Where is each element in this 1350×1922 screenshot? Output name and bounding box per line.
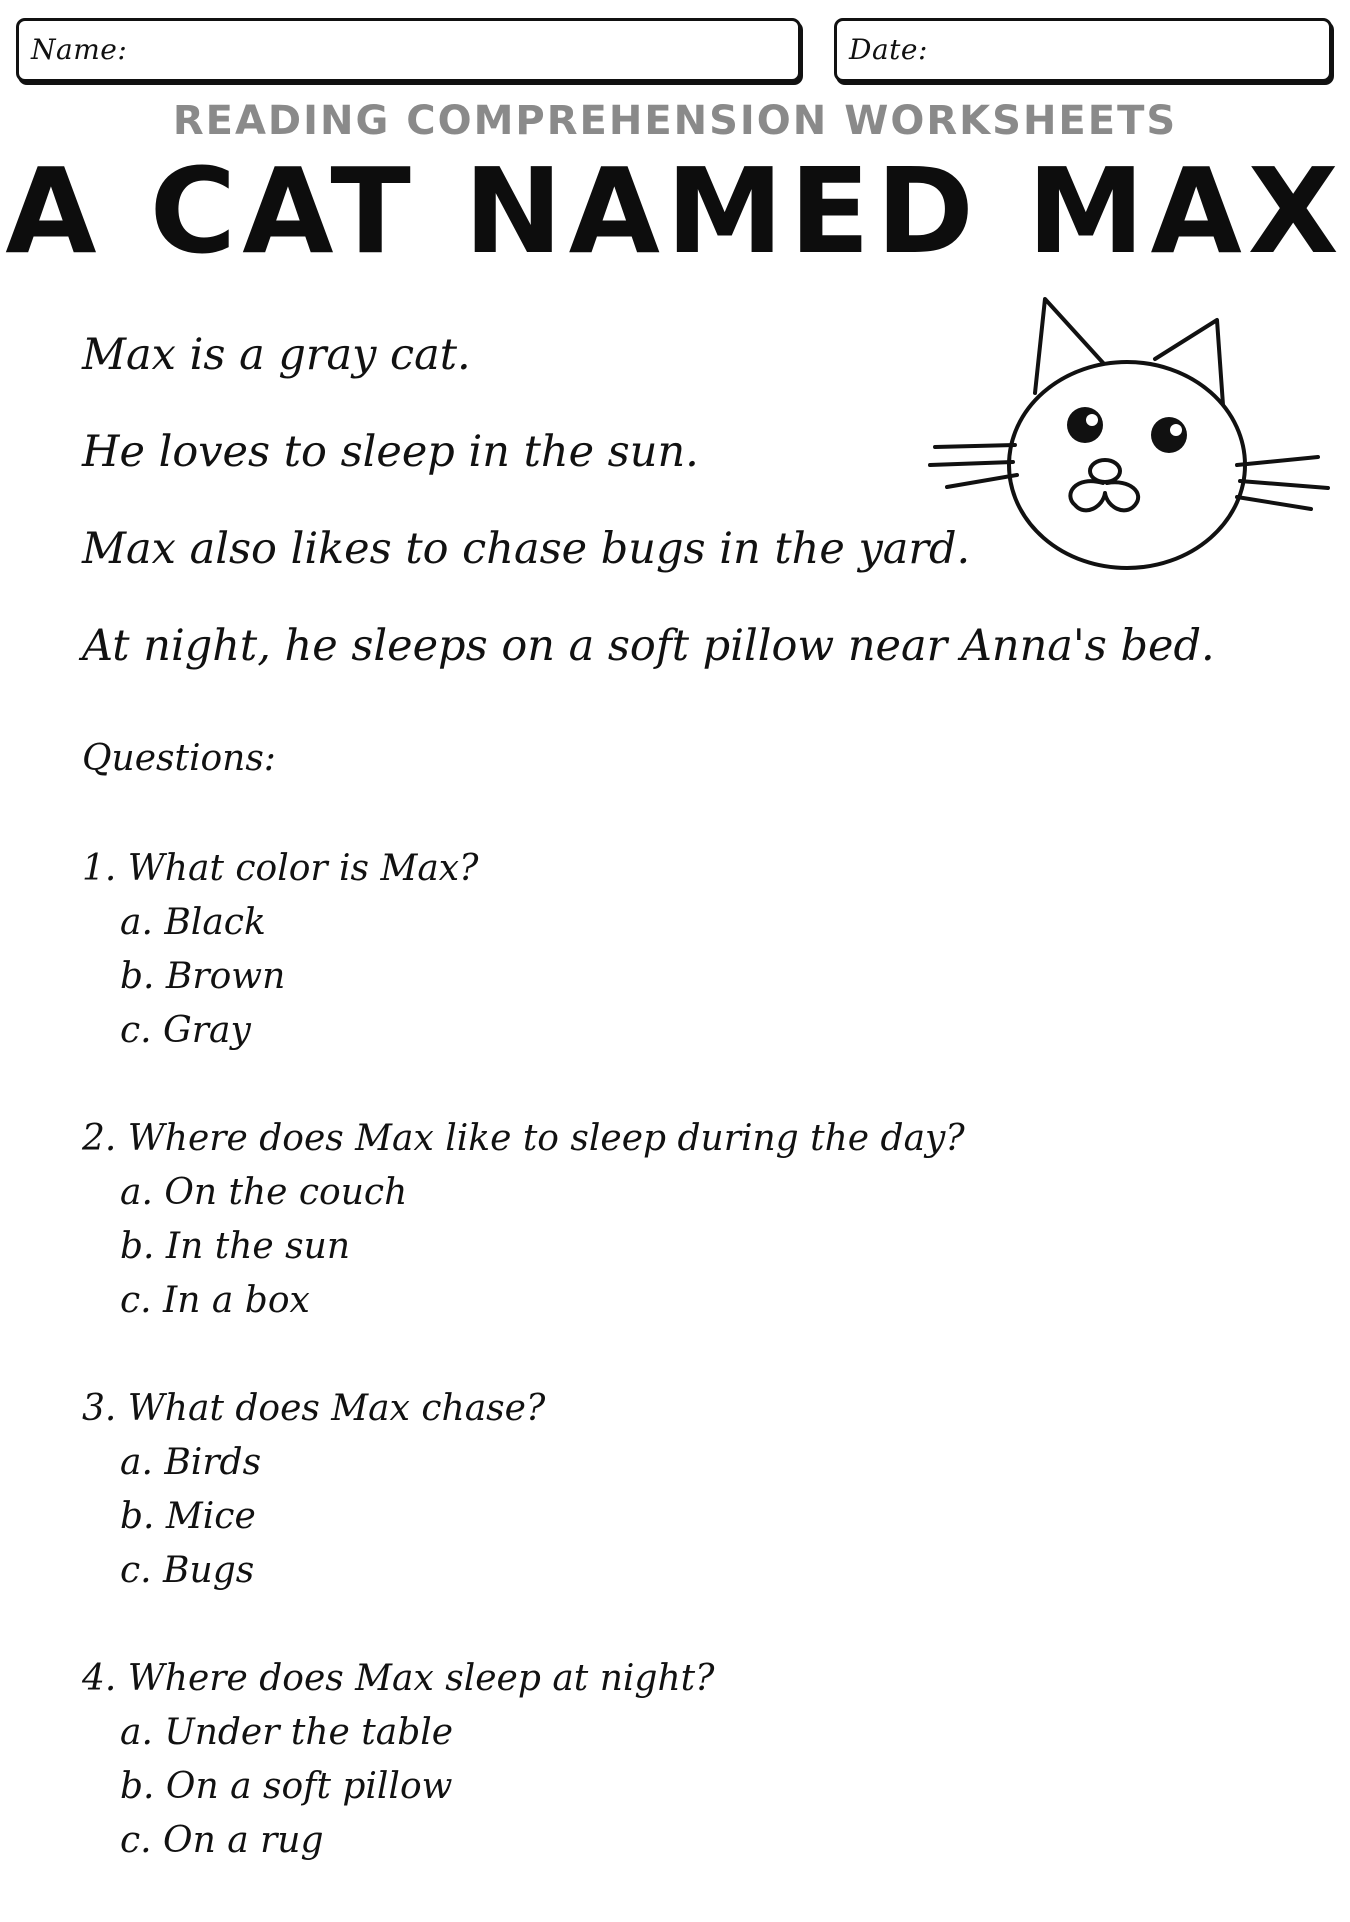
cat-left-eye-highlight: [1086, 414, 1098, 426]
worksheet-title: A CAT NAMED MAX: [5, 142, 1345, 280]
question-item: [82, 1652, 1282, 1922]
question-list: [82, 842, 1282, 1922]
answer-option[interactable]: a. Under the table: [120, 1712, 454, 1753]
date-field[interactable]: [834, 18, 1332, 82]
name-label: Name:: [31, 33, 128, 66]
question-item: [82, 842, 1282, 1112]
answer-option[interactable]: c. Gray: [120, 1010, 251, 1051]
story-sentence: Max also likes to chase bugs in the yard.: [82, 524, 971, 574]
question-text: 2. Where does Max like to sleep during the day?: [82, 1118, 965, 1159]
answer-option[interactable]: a. On the couch: [120, 1172, 408, 1213]
date-label: Date:: [849, 33, 928, 66]
question-item: [82, 1112, 1282, 1382]
question-text: 1. What color is Max?: [82, 848, 479, 889]
answer-option[interactable]: b. Mice: [120, 1496, 256, 1537]
cat-whisker: [935, 445, 1015, 447]
story-sentence: He loves to sleep in the sun.: [82, 427, 699, 477]
cat-right-eye: [1151, 417, 1187, 453]
cat-whisker: [1237, 457, 1318, 465]
cat-whisker: [1237, 497, 1311, 509]
cat-whisker: [947, 475, 1017, 487]
question-text: 4. Where does Max sleep at night?: [82, 1658, 715, 1699]
cat-left-eye: [1067, 407, 1103, 443]
answer-option[interactable]: b. On a soft pillow: [120, 1766, 453, 1807]
questions-heading: Questions:: [82, 738, 276, 779]
answer-option[interactable]: a. Birds: [120, 1442, 262, 1483]
story-sentence: Max is a gray cat.: [82, 330, 471, 380]
answer-option[interactable]: a. Black: [120, 902, 266, 943]
question-text: 3. What does Max chase?: [82, 1388, 546, 1429]
answer-option[interactable]: b. Brown: [120, 956, 286, 997]
answer-option[interactable]: b. In the sun: [120, 1226, 351, 1267]
answer-option[interactable]: c. Bugs: [120, 1550, 255, 1591]
cat-whisker: [1240, 481, 1328, 488]
answer-option[interactable]: c. On a rug: [120, 1820, 324, 1861]
cat-head: [1009, 362, 1245, 568]
answer-option[interactable]: c. In a box: [120, 1280, 310, 1321]
cat-right-eye-highlight: [1170, 424, 1182, 436]
name-field[interactable]: [16, 18, 801, 82]
question-item: [82, 1382, 1282, 1652]
cat-whisker: [930, 462, 1013, 465]
cat-face-icon: [925, 295, 1330, 615]
worksheet-kicker: READING COMPREHENSION WORKSHEETS: [172, 98, 1178, 144]
story-sentence: At night, he sleeps on a soft pillow near Anna's bed.: [82, 621, 1215, 671]
